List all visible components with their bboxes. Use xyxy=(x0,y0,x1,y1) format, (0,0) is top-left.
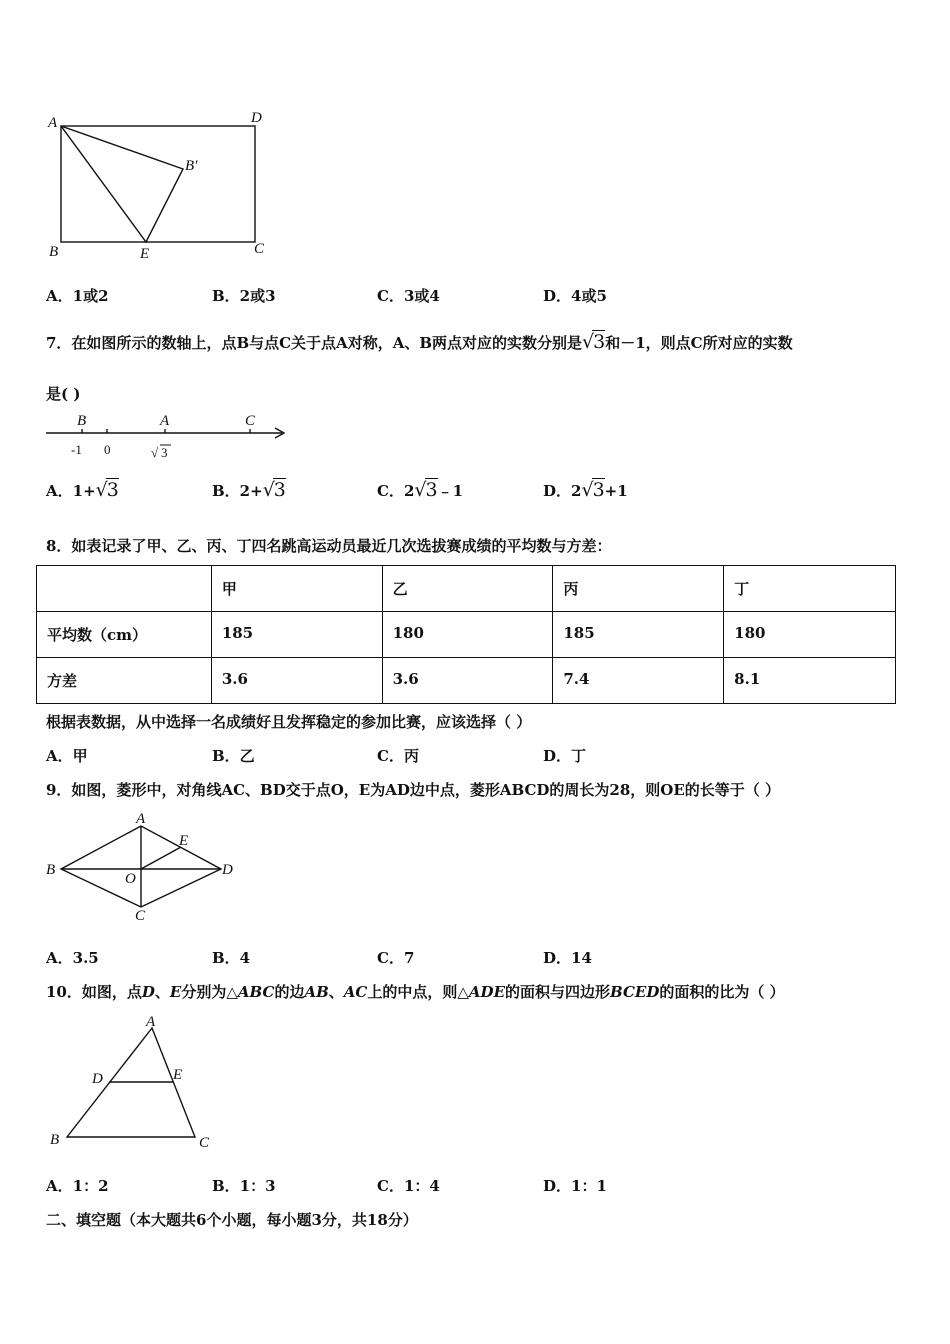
tick-label-sqrt-symbol: √ xyxy=(151,445,159,460)
label-b-prime: B′ xyxy=(185,158,198,174)
label-d: D xyxy=(251,110,262,126)
axis-label-c: C xyxy=(245,413,256,429)
q10-v5: AC xyxy=(343,983,368,1001)
q10-v6: ADE xyxy=(468,983,506,1001)
axis-label-a: A xyxy=(160,413,170,429)
sqrt-icon: √3 xyxy=(414,479,438,501)
table-cell: 185 xyxy=(553,612,724,658)
q7-option-c-prefix: C．2 xyxy=(377,482,415,500)
q6-option-a[interactable]: A．1或2 xyxy=(46,287,109,305)
q6-option-c[interactable]: C．3或4 xyxy=(377,287,440,305)
q7-option-a-prefix: A．1+ xyxy=(46,482,96,500)
q10-option-b[interactable]: B．1：3 xyxy=(212,1177,276,1195)
table-cell: 8.1 xyxy=(724,658,896,704)
segment-oe xyxy=(141,847,181,869)
label-d: D xyxy=(222,862,233,878)
table-cell: 甲 xyxy=(211,566,382,612)
q8-question: 8．如表记录了甲、乙、丙、丁四名跳高运动员最近几次选拔赛成绩的平均数与方差： xyxy=(46,537,612,555)
q7-option-a[interactable] xyxy=(46,478,119,501)
q10-t1: 10．如图，点 xyxy=(46,983,142,1001)
q10-t6: 上的中点，则△ xyxy=(367,983,469,1001)
score-table xyxy=(36,565,896,704)
q7-option-b-radicand: 3 xyxy=(273,479,286,501)
tick-label-zero: 0 xyxy=(104,442,111,457)
label-c: C xyxy=(199,1135,210,1151)
label-a: A xyxy=(136,811,146,827)
q10-option-a[interactable]: A．1：2 xyxy=(46,1177,109,1195)
q7-text-a: 7．在如图所示的数轴上，点B与点C关于点A对称，A、B两点对应的实数分别是 xyxy=(46,334,583,352)
rectangle-abcd xyxy=(61,126,255,242)
sqrt-icon: √3 xyxy=(95,479,119,501)
label-e: E xyxy=(173,1067,183,1083)
tick-label-sqrt3: 3 xyxy=(161,445,168,460)
q7-option-d[interactable] xyxy=(543,478,628,501)
label-e: E xyxy=(140,246,150,262)
axis-label-b: B xyxy=(77,413,87,429)
table-row xyxy=(37,612,896,658)
table-cell: 7.4 xyxy=(553,658,724,704)
q10-v3: ABC xyxy=(237,983,275,1001)
q8-option-c[interactable]: C．丙 xyxy=(377,747,419,765)
table-row xyxy=(37,658,896,704)
q9-option-d[interactable]: D．14 xyxy=(543,949,592,967)
rhombus-figure xyxy=(40,808,250,928)
q7-text-b: 和－1，则点C所对应的实数 xyxy=(605,334,793,352)
table-cell: 方差 xyxy=(37,658,212,704)
q9-question: 9．如图，菱形中，对角线AC、BD交于点O，E为AD边中点，菱形ABCD的周长为28，则OE的长等于（ ） xyxy=(46,781,780,799)
table-cell: 乙 xyxy=(382,566,553,612)
q7-option-b[interactable] xyxy=(212,478,286,501)
table-cell: 3.6 xyxy=(382,658,553,704)
label-c: C xyxy=(254,241,265,257)
label-a: A xyxy=(146,1014,156,1030)
label-a: A xyxy=(48,115,58,131)
q10-question xyxy=(46,981,785,1002)
table-cell: 180 xyxy=(724,612,896,658)
q7-option-d-radicand: 3 xyxy=(592,479,605,501)
triangle-figure xyxy=(40,1010,230,1158)
label-c: C xyxy=(135,908,146,924)
q7-question xyxy=(46,330,793,353)
label-d: D xyxy=(92,1071,103,1087)
q7-option-c-radicand: 3 xyxy=(425,479,438,501)
table-cell: 180 xyxy=(382,612,553,658)
table-cell: 丁 xyxy=(724,566,896,612)
table-cell: 丙 xyxy=(553,566,724,612)
q10-t2: 、 xyxy=(154,983,170,1001)
table-cell: 3.6 xyxy=(211,658,382,704)
q9-option-c[interactable]: C．7 xyxy=(377,949,415,967)
q8-after-text: 根据表数据，从中选择一名成绩好且发挥稳定的参加比赛，应该选择（ ） xyxy=(46,713,532,731)
q10-t3: 分别为△ xyxy=(181,983,238,1001)
table-cell xyxy=(37,566,212,612)
q7-question-cont: 是( ) xyxy=(46,385,81,403)
table-header-row xyxy=(37,566,896,612)
label-b: B xyxy=(46,862,56,878)
sqrt-icon: √3 xyxy=(582,331,606,353)
table-cell: 185 xyxy=(211,612,382,658)
q10-v1: D xyxy=(141,983,155,1001)
sqrt-icon: √3 xyxy=(262,479,286,501)
q10-v4: AB xyxy=(304,983,329,1001)
label-b: B xyxy=(49,244,59,260)
label-b: B xyxy=(50,1132,60,1148)
q10-option-c[interactable]: C．1：4 xyxy=(377,1177,440,1195)
sqrt-icon: √3 xyxy=(581,479,605,501)
q10-v2: E xyxy=(169,983,182,1001)
q8-option-d[interactable]: D．丁 xyxy=(543,747,587,765)
number-line-figure xyxy=(40,408,300,468)
tick-label-neg1: -1 xyxy=(71,442,82,457)
q7-option-c-suffix: ﹣1 xyxy=(437,482,464,500)
table-cell: 平均数（cm） xyxy=(37,612,212,658)
q7-option-d-suffix: +1 xyxy=(604,482,628,500)
q9-option-b[interactable]: B．4 xyxy=(212,949,251,967)
q10-option-d[interactable]: D．1：1 xyxy=(543,1177,607,1195)
q10-t8: 的面积的比为（ ） xyxy=(659,983,785,1001)
q7-option-d-prefix: D．2 xyxy=(543,482,582,500)
q6-option-b[interactable]: B．2或3 xyxy=(212,287,276,305)
q8-option-a[interactable]: A．甲 xyxy=(46,747,88,765)
q8-option-b[interactable]: B．乙 xyxy=(212,747,255,765)
q7-option-b-prefix: B．2+ xyxy=(212,482,263,500)
q10-t5: 、 xyxy=(328,983,344,1001)
q6-option-d[interactable]: D．4或5 xyxy=(543,287,607,305)
fold-triangle xyxy=(61,126,183,242)
q9-option-a[interactable]: A．3.5 xyxy=(46,949,99,967)
q7-radicand: 3 xyxy=(593,331,606,353)
q10-t7: 的面积与四边形 xyxy=(505,983,611,1001)
label-o: O xyxy=(125,871,136,887)
q10-v7: BCED xyxy=(610,983,660,1001)
q10-t4: 的边 xyxy=(274,983,305,1001)
section-title: 二、填空题（本大题共6个小题，每小题3分，共18分） xyxy=(46,1211,418,1229)
q7-option-a-radicand: 3 xyxy=(106,479,119,501)
q7-option-c[interactable] xyxy=(377,478,463,501)
rectangle-fold-figure xyxy=(40,105,280,265)
label-e: E xyxy=(179,833,189,849)
